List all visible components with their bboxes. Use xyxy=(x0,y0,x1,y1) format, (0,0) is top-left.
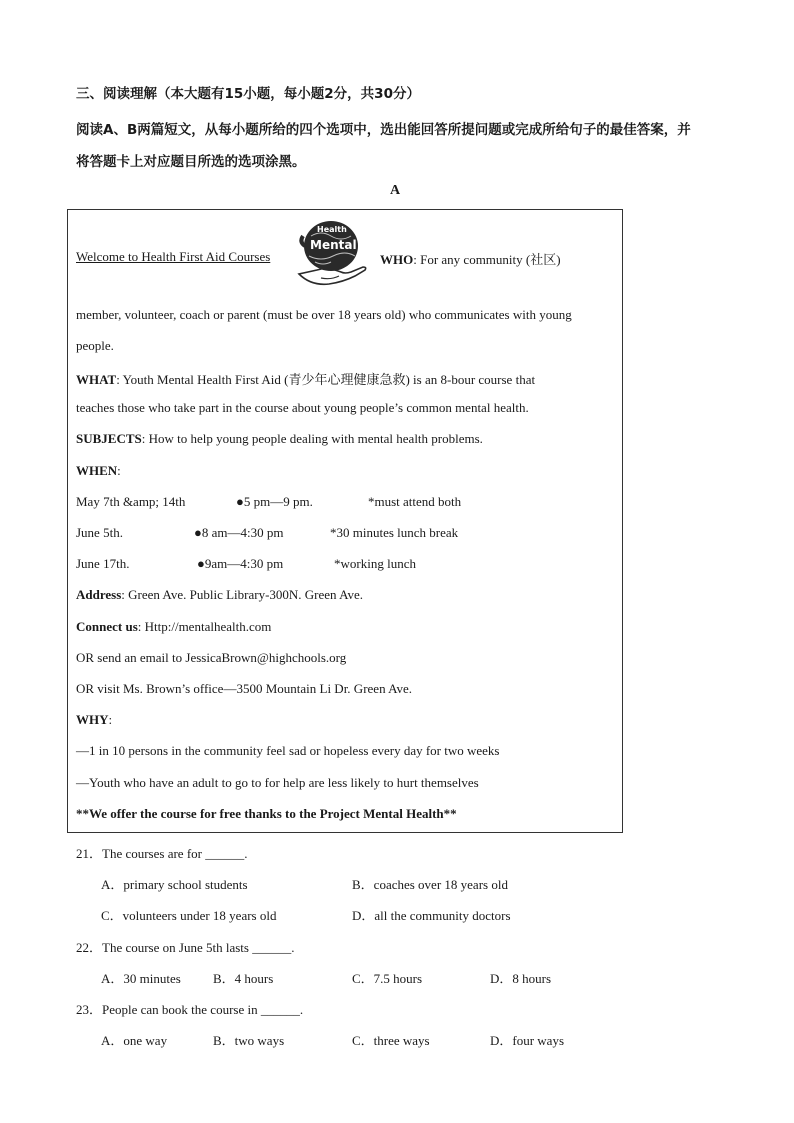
who-label: WHO xyxy=(380,252,414,267)
email-line: OR send an email to JessicaBrown@highchools.org xyxy=(76,650,347,665)
address-text: : Green Ave. Public Library-300N. Green Ave. xyxy=(121,587,364,602)
when-line xyxy=(76,463,121,479)
welcome-heading: Welcome to Health First Aid Courses xyxy=(76,249,271,264)
when-colon: : xyxy=(117,463,121,478)
option-c[interactable]: C．volunteers under 18 years old xyxy=(101,908,277,923)
why-reason-1: —1 in 10 persons in the community feel sad or hopeless every day for two weeks xyxy=(76,743,500,758)
option-a[interactable]: A．primary school students xyxy=(101,877,248,892)
logo-text-mental: Mental xyxy=(310,238,357,252)
why-reason-2: —Youth who have an adult to go to for help are less likely to hurt themselves xyxy=(76,775,479,790)
free-course-line: **We offer the course for free thanks to the Project Mental Health** xyxy=(76,806,457,821)
schedule-time: ●5 pm—9 pm. xyxy=(236,494,313,509)
schedule-date: May 7th &amp; 14th xyxy=(76,494,186,509)
visit-line: OR visit Ms. Brown’s office—3500 Mountain Li Dr. Green Ave. xyxy=(76,681,413,696)
why-colon: : xyxy=(108,712,113,727)
question-stem: 23．People can book the course in ______. xyxy=(76,1002,304,1017)
address-line xyxy=(76,587,363,603)
subjects-text: : How to help young people dealing with mental health problems. xyxy=(141,431,483,446)
option-d[interactable]: D．four ways xyxy=(490,1033,565,1048)
notice-box xyxy=(67,209,623,833)
connect-line xyxy=(76,619,271,635)
schedule-time: ●9am—4:30 pm xyxy=(197,556,284,571)
schedule-note: *must attend both xyxy=(368,494,462,509)
when-label: WHEN xyxy=(76,463,118,478)
notice-first-line xyxy=(76,249,270,265)
connect-label: Connect us xyxy=(76,619,138,634)
question-stem: 22．The course on June 5th lasts ______. xyxy=(76,940,295,955)
option-c[interactable]: C．three ways xyxy=(352,1033,430,1048)
schedule-date: June 17th. xyxy=(76,556,130,571)
what-text: : Youth Mental Health First Aid (青少年心理健康急救) is an 8-bour course that xyxy=(116,372,536,387)
who-continued-1: member, volunteer, coach or parent (must be over 18 years old) who communicates with young xyxy=(76,307,572,322)
who-line xyxy=(380,249,561,268)
option-c[interactable]: C．7.5 hours xyxy=(352,971,423,986)
who-continued-2: people. xyxy=(76,338,114,353)
question-stem: 21．The courses are for ______. xyxy=(76,846,248,861)
address-label: Address xyxy=(76,587,122,602)
option-b[interactable]: B．coaches over 18 years old xyxy=(352,877,508,892)
option-d[interactable]: D．8 hours xyxy=(490,971,552,986)
section-title: 三、阅读理解（本大题有15小题，每小题2分，共30分） xyxy=(76,86,420,102)
connect-text: : Http://mentalhealth.com xyxy=(137,619,272,634)
what-label: WHAT xyxy=(76,372,117,387)
subjects-line xyxy=(76,431,483,447)
schedule-time: ●8 am—4:30 pm xyxy=(194,525,284,540)
passage-label: A xyxy=(390,183,401,198)
instructions-line-1: 阅读A、B两篇短文，从每小题所给的四个选项中，选出能回答所提问题或完成所给句子的最佳答案，并 xyxy=(76,122,691,138)
option-a[interactable]: A．30 minutes xyxy=(101,971,181,986)
option-d[interactable]: D．all the community doctors xyxy=(352,908,511,923)
mental-health-logo-icon xyxy=(291,216,373,292)
what-line xyxy=(76,369,535,388)
option-b[interactable]: B．4 hours xyxy=(213,971,274,986)
schedule-note: *30 minutes lunch break xyxy=(330,525,459,540)
option-a[interactable]: A．one way xyxy=(101,1033,168,1048)
schedule-date: June 5th. xyxy=(76,525,123,540)
schedule-note: *working lunch xyxy=(334,556,416,571)
instructions-line-2: 将答题卡上对应题目所选的选项涂黑。 xyxy=(76,154,306,170)
why-line xyxy=(76,712,112,728)
logo-text-health: Health xyxy=(317,225,347,234)
what-continued: teaches those who take part in the course about young people’s common mental health. xyxy=(76,400,529,415)
why-label: WHY xyxy=(76,712,109,727)
option-b[interactable]: B．two ways xyxy=(213,1033,285,1048)
who-text: : For any community (社区) xyxy=(413,252,561,267)
subjects-label: SUBJECTS xyxy=(76,431,142,446)
